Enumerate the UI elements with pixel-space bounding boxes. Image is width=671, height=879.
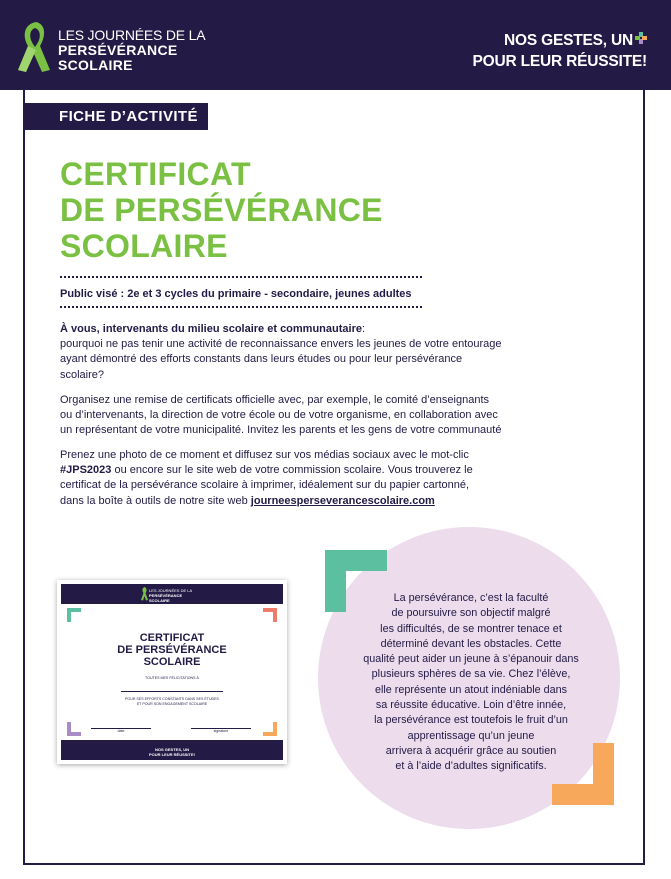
title-line-1: CERTIFICAT [60, 156, 251, 192]
paragraph-3 [60, 448, 580, 509]
certificate-page [61, 604, 283, 740]
website-link[interactable]: journeesperseverancescolaire.com [250, 494, 435, 507]
cert-corner-teal [67, 608, 81, 622]
cert-footer-line-1: NOS GESTES, UN [154, 747, 189, 752]
logo-text [58, 28, 205, 73]
quote-line: de poursuivre son objectif malgré [391, 607, 551, 620]
logo-line-2: PERSÉVÉRANCE [58, 42, 178, 58]
dotted-divider-top [60, 276, 422, 278]
cert-logo-line-2: PERSÉVÉRANCE [149, 593, 183, 598]
cert-title-line-2: DE PERSÉVÉRANCE [117, 644, 227, 656]
cert-congrats: TOUTES MES FÉLICITATIONS À [145, 676, 199, 680]
slogan [473, 30, 647, 72]
cert-date-label: date [117, 729, 125, 733]
cert-corner-purple [67, 722, 81, 736]
cert-title-line-3: SCOLAIRE [143, 656, 201, 668]
hashtag: #JPS2023 [60, 464, 112, 477]
slogan-line-2: POUR LEUR RÉUSSITE! [472, 53, 647, 70]
logo-line-3: SCOLAIRE [58, 57, 133, 73]
cert-logo-line-1: LES JOURNÉES DE LA [149, 588, 193, 593]
quote-line: les difficultés, de se montrer tenace et [380, 622, 562, 635]
header-banner [0, 0, 671, 90]
paragraph-3-line-1: Prenez une photo de ce moment et diffusez sur vos médias sociaux avec le mot-clic [60, 449, 469, 461]
cert-name-line [121, 691, 223, 692]
page-title [60, 156, 383, 264]
certificate-footer [61, 747, 283, 757]
paragraph-3-line-2: ou encore sur le site web de votre commission scolaire. Vous trouverez le [111, 464, 473, 477]
paragraph-1-line-4: scolaire? [60, 368, 105, 381]
title-line-2: DE PERSÉVÉRANCE [60, 192, 383, 228]
cert-title-line-1: CERTIFICAT [139, 632, 205, 644]
cert-logo-line-3: SCOLAIRE [149, 598, 170, 603]
paragraph-3-line-4: dans la boîte à outils de notre site web [60, 494, 251, 507]
quote-line: arrivera à acquérir grâce au soutien [385, 744, 557, 757]
certificate-border [61, 584, 283, 760]
cert-corner-orange [263, 722, 277, 736]
green-ribbon-icon [14, 20, 54, 78]
paragraph-1 [60, 322, 580, 383]
audience-text: Public visé : 2e et 3 cycles du primaire - secondaire, jeunes adultes [60, 288, 412, 300]
cert-reason-1: POUR SES EFFORTS CONSTANTS DANS SES ÉTUDES [125, 697, 219, 701]
paragraph-2-line-2: ou d’intervenants, la direction de votre école ou de votre organisme, en collaboration avec [60, 409, 498, 422]
cert-corner-coral [263, 608, 277, 622]
slogan-line-1: NOS GESTES, UN [504, 32, 633, 49]
certificate-title [61, 632, 283, 668]
title-line-3: SCOLAIRE [60, 228, 228, 264]
quote-line: La persévérance, c’est la faculté [393, 592, 549, 604]
quote-line: la persévérance est toutefois le fruit d’un [374, 714, 568, 727]
dotted-divider-bottom [60, 306, 422, 308]
multicolor-plus-icon [635, 32, 647, 44]
logo-line-1: LES JOURNÉES DE LA [58, 27, 206, 43]
quote-line: apprentissage qu’un jeune [407, 729, 535, 742]
cert-reason-2: ET POUR SON ENGAGEMENT SCOLAIRE [136, 702, 208, 706]
paragraph-1-colon: : [361, 323, 366, 335]
paragraph-2-line-1: Organisez une remise de certificats officielle avec, par exemple, le comité d’enseignants [60, 394, 490, 406]
paragraph-2 [60, 393, 580, 439]
paragraph-1-line-2: pourquoi ne pas tenir une activité de reconnaissance envers les jeunes de votre entourage [60, 338, 502, 351]
quote-line: sa réussite éducative. Loin d’être innée, [375, 699, 567, 712]
paragraph-2-line-3: un représentant de votre municipalité. Invitez les parents et les gens de votre communauté [60, 424, 502, 437]
quote-line: plusieurs sphères de sa vie. Chez l’élève, [371, 668, 571, 681]
quote-line: elle représente un atout indéniable dans [374, 683, 568, 696]
quote-line: déterminé devant les obstacles. Cette [380, 637, 562, 650]
cert-signature-label: signature [213, 729, 229, 733]
paragraph-1-line-3: ayant démontré des efforts constants dans leurs études ou pour leur persévérance [60, 353, 463, 366]
paragraph-1-bold: À vous, intervenants du milieu scolaire et communautaire [60, 323, 362, 335]
certificate-logo [149, 588, 192, 603]
perseverance-quote [336, 591, 606, 775]
quote-line: qualité peut aider un jeune à s’épanouir dans [363, 653, 579, 666]
quote-line: et à l’aide d’adultes significatifs. [395, 760, 547, 773]
certificate-preview [57, 580, 287, 764]
cert-ribbon-icon [141, 587, 148, 601]
activity-badge: FICHE D’ACTIVITÉ [23, 103, 208, 130]
cert-footer-line-2: POUR LEUR RÉUSSITE! [148, 752, 195, 757]
paragraph-3-line-3: certificat de la persévérance scolaire à imprimer, idéalement sur du papier cartonné, [60, 479, 470, 492]
